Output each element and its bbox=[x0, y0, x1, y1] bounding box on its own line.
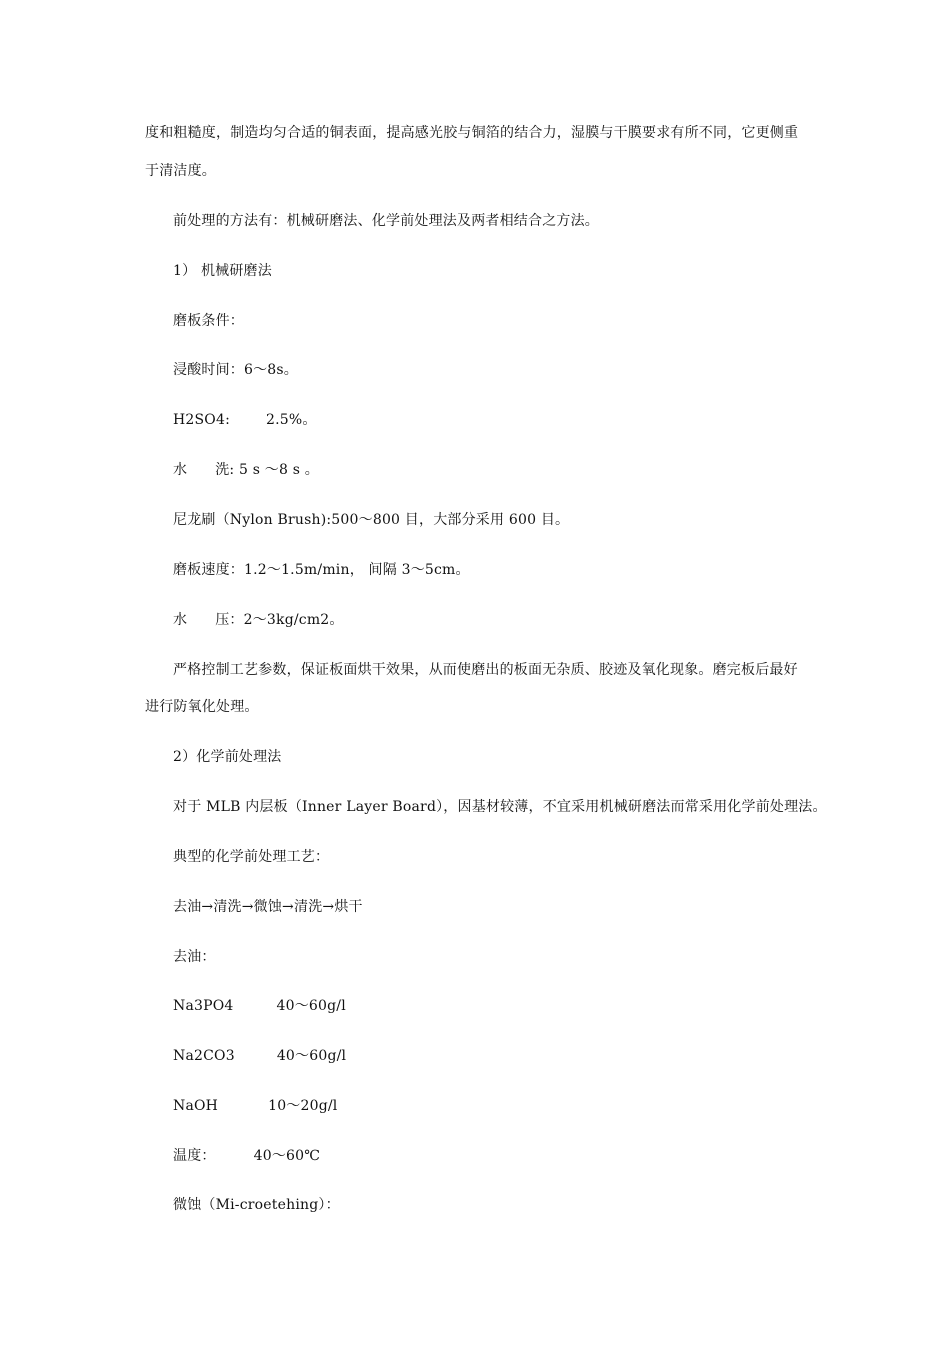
paragraph-line: 进行防氧化处理。 bbox=[145, 699, 259, 715]
nylon-brush: 尼龙刷（Nylon Brush):500～800 目，大部分采用 600 目。 bbox=[173, 512, 570, 528]
naoh-label: NaOH bbox=[173, 1098, 219, 1114]
h2so4-value: 2.5%。 bbox=[266, 412, 317, 428]
temperature-value: 40～60℃ bbox=[253, 1148, 321, 1164]
naoh-row bbox=[173, 1097, 337, 1115]
methods-intro: 前处理的方法有：机械研磨法、化学前处理法及两者相结合之方法。 bbox=[173, 213, 599, 229]
mlb-paragraph: 对于 MLB 内层板（Inner Layer Board），因基材较薄，不宜采用机械研磨法而常采用化学前处理法。 bbox=[173, 799, 827, 815]
na2co3-value: 40～60g/l bbox=[276, 1048, 347, 1064]
water-pressure-label: 水 bbox=[173, 612, 188, 628]
na2co3-row bbox=[173, 1047, 346, 1065]
acid-time: 浸酸时间：6～8s。 bbox=[173, 362, 298, 378]
na3po4-row bbox=[173, 997, 346, 1015]
h2so4-row bbox=[173, 411, 317, 429]
water-wash-label: 水 bbox=[173, 462, 188, 478]
section-heading-chemical: 2）化学前处理法 bbox=[173, 749, 282, 765]
section-heading-mechanical: 1） 机械研磨法 bbox=[173, 263, 272, 279]
water-pressure-row bbox=[173, 611, 344, 629]
microetch-label: 微蚀（Mi-croetehing）： bbox=[173, 1197, 340, 1213]
na2co3-label: Na2CO3 bbox=[173, 1048, 235, 1064]
water-wash-value: 洗: 5 s ～8 s 。 bbox=[215, 462, 319, 478]
paragraph-line: 严格控制工艺参数，保证板面烘干效果，从而使磨出的板面无杂质、胶迹及氧化现象。磨完板后最好 bbox=[173, 662, 798, 678]
na3po4-label: Na3PO4 bbox=[173, 998, 234, 1014]
h2so4-label: H2SO4: bbox=[173, 412, 231, 428]
water-pressure-value: 压：2～3kg/cm2。 bbox=[215, 612, 344, 628]
grinding-conditions-label: 磨板条件： bbox=[173, 313, 244, 329]
degrease-label: 去油： bbox=[173, 949, 216, 965]
water-wash-row bbox=[173, 461, 319, 479]
paragraph-line: 于清洁度。 bbox=[145, 163, 216, 179]
grinding-speed: 磨板速度：1.2～1.5m/min， 间隔 3～5cm。 bbox=[173, 562, 470, 578]
temperature-row bbox=[173, 1147, 320, 1165]
naoh-value: 10～20g/l bbox=[268, 1098, 338, 1114]
paragraph-line: 度和粗糙度，制造均匀合适的铜表面，提高感光胶与铜箔的结合力，湿膜与干膜要求有所不同，它更侧重 bbox=[145, 125, 799, 141]
process-flow: 去油→清洗→微蚀→清洗→烘干 bbox=[173, 899, 363, 915]
na3po4-value: 40～60g/l bbox=[276, 998, 346, 1014]
temperature-label: 温度： bbox=[173, 1148, 216, 1164]
typical-process-label: 典型的化学前处理工艺： bbox=[173, 849, 330, 865]
